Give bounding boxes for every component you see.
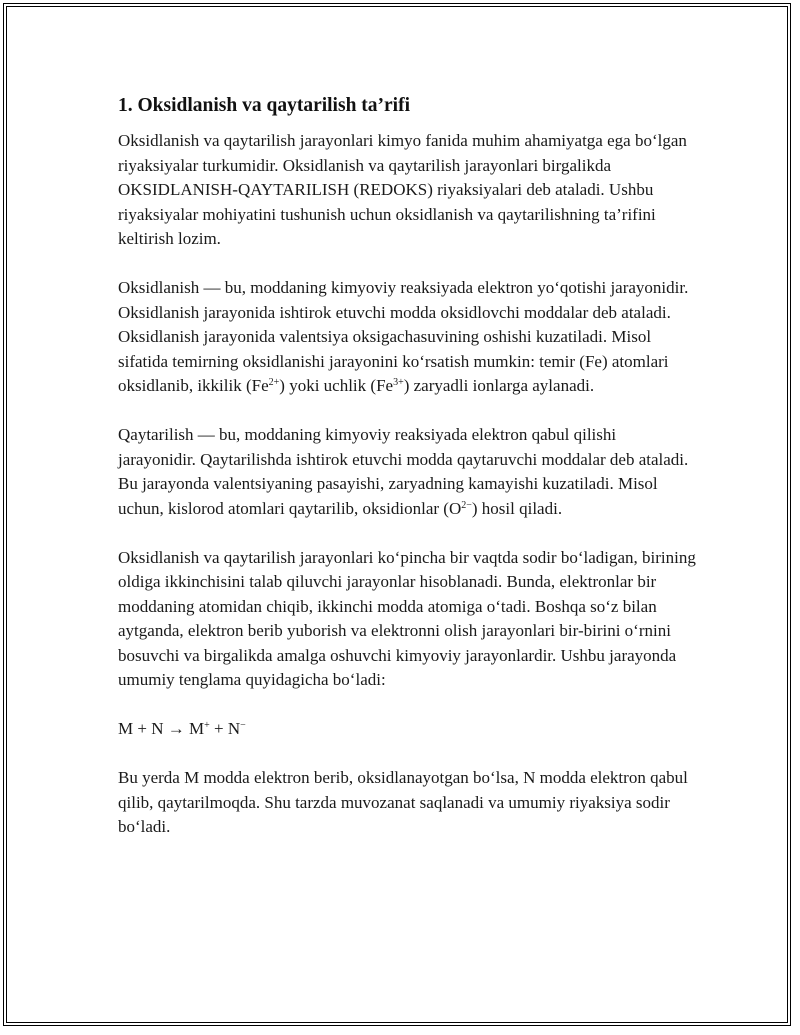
- paragraph-reduction-text-b: ) hosil qiladi.: [471, 498, 563, 518]
- paragraph-oxidation-text-c: ) zaryadli ionlarga aylanadi.: [403, 376, 595, 395]
- paragraph-oxidation: [118, 276, 698, 399]
- section-heading: 1. Oksidlanish va qaytarilish ta’rifi: [118, 95, 411, 116]
- equation-lhs: M + N → M: [118, 719, 205, 738]
- paragraph-reduction: [118, 423, 698, 521]
- oxide-charge: 2−: [461, 499, 472, 511]
- paragraph-conclusion: Bu yerda M modda elektron berib, oksidlanayotgan bo‘lsa, N modda elektron qabul qilib, qaytarilmoqda. Shu tarzda muvozanat saqlanadi va umumiy riyaksiya sodir bo‘ladi.: [118, 768, 688, 836]
- fe3-charge: 3+: [393, 377, 404, 388]
- document-body: [118, 93, 698, 864]
- m-charge: +: [204, 720, 210, 731]
- n-charge: −: [240, 720, 246, 731]
- paragraph-redox: Oksidlanish va qaytarilish jarayonlari ko‘pincha bir vaqtda sodir bo‘ladigan, birining oldiga ikkinchisini talab qiluvchi jarayonlar hisoblanadi. Bunda, elektronlar bir moddaning atomidan chiqib, ikkinchi modda atomiga o‘tadi. Boshqa so‘z bilan aytganda, elektron berib yuborish va elektronni olish jarayonlari bir-birini o‘rnini bosuvchi va birgalikda amalga oshuvchi kimyoviy jarayonlardir. Ushbu jarayonda umumiy tenglama quyidagicha bo‘ladi:: [118, 547, 696, 689]
- paragraph-oxidation-text-b: ) yoki uchlik (Fe: [279, 376, 394, 395]
- redox-equation: [118, 717, 698, 742]
- fe2-charge: 2+: [268, 377, 280, 388]
- equation-mid: + N: [209, 719, 241, 738]
- paragraph-oxidation-text-a: Oksidlanish — bu, moddaning kimyoviy reaksiyada elektron yo‘qotishi jarayonidir. Oksidlanish jarayonida ishtirok etuvchi modda oksidlovchi moddalar deb ataladi. Oksidlanish jarayonida valentsiya oksigachasuvining oshishi kuzatiladi. Misol sifatida temirning oksidlanishi jarayonini ko‘rsatish mumkin: temir (Fe) atomlari oksidlanib, ikkilik (Fe: [118, 278, 689, 395]
- paragraph-intro: Oksidlanish va qaytarilish jarayonlari kimyo fanida muhim ahamiyatga ega bo‘lgan riyaksiyalar turkumidir. Oksidlanish va qaytarilish jarayonlari birgalikda OKSIDLANISH-QAYTARILISH (REDOKS) riyaksiyalari deb ataladi. Ushbu riyaksiyalar mohiyatini tushunish uchun oksidlanish va qaytarilishning ta’rifini keltirish lozim.: [118, 131, 687, 248]
- paragraph-reduction-text-a: Qaytarilish — bu, moddaning kimyoviy reaksiyada elektron qabul qilishi jarayonidir. Qaytarilishda ishtirok etuvchi modda qaytaruvchi moddalar deb ataladi. Bu jarayonda valentsiyaning pasayishi, zaryadning kamayishi kuzatiladi. Misol uchun, kislorod atomlari qaytarilib, oksidionlar (O: [118, 425, 689, 518]
